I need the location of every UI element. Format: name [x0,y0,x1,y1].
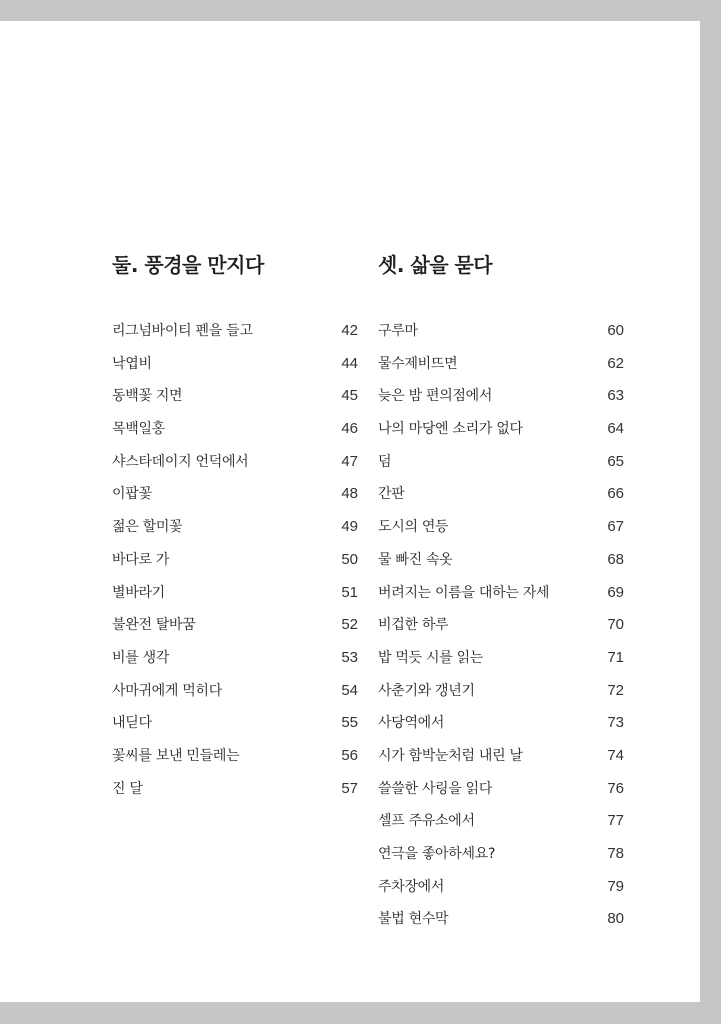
entry-page-number: 80 [607,910,624,928]
entry-title: 덤 [378,453,392,470]
entry-page-number: 48 [341,485,358,503]
entry-page-number: 65 [607,452,624,470]
entry-title: 젊은 할미꽃 [112,519,183,536]
entry-page-number: 44 [341,354,358,372]
toc-entry [112,647,358,680]
toc-entry [112,582,358,615]
entry-page-number: 46 [341,420,358,438]
entry-page-number: 51 [341,583,358,601]
entry-page-number: 76 [607,779,624,797]
toc-entry [112,712,358,745]
entry-title: 사춘기와 갱년기 [378,682,475,699]
toc-entry [112,451,358,484]
entry-title: 이팝꽃 [112,486,152,503]
entry-title: 사당역에서 [378,715,445,732]
entry-title: 진 달 [112,780,143,797]
toc-entry [378,451,624,484]
toc-entry [112,353,358,386]
entry-title: 주차장에서 [378,878,445,895]
entry-title: 비를 생각 [112,649,170,666]
entry-page-number: 68 [607,550,624,568]
entry-page-number: 66 [607,485,624,503]
entry-title: 나의 마당엔 소리가 없다 [378,421,523,438]
toc-entry [378,908,624,941]
entry-page-number: 50 [341,550,358,568]
entry-page-number: 56 [341,746,358,764]
entry-page-number: 52 [341,616,358,634]
toc-entry [112,778,358,811]
entry-title: 물수제비뜨면 [378,355,458,372]
entry-title: 셀프 주유소에서 [378,813,475,830]
section-title: 둘. 풍경을 만지다 [112,253,264,277]
entry-title: 연극을 좋아하세요? [378,846,496,862]
entry-title: 별바라기 [112,584,165,601]
toc-entry [112,614,358,647]
entry-title: 샤스타데이지 언덕에서 [112,453,249,470]
toc-entry [112,680,358,713]
entry-page-number: 74 [607,746,624,764]
toc-entry [378,810,624,843]
entry-title: 불완전 탈바꿈 [112,617,196,634]
entry-page-number: 77 [607,812,624,830]
entry-page-number: 57 [341,779,358,797]
toc-list [378,320,624,941]
book-page [0,21,700,1002]
entry-page-number: 79 [607,877,624,895]
entry-title: 바다로 가 [112,551,170,568]
entry-page-number: 55 [341,714,358,732]
toc-list [112,320,358,810]
entry-title: 목백일홍 [112,421,165,438]
entry-page-number: 69 [607,583,624,601]
entry-title: 쓸쓸한 사링을 읽다 [378,780,493,797]
entry-page-number: 78 [607,845,624,862]
entry-page-number: 45 [341,387,358,405]
entry-title: 비겁한 하루 [378,617,449,634]
toc-entry [378,582,624,615]
toc-entry [378,483,624,516]
toc-entry [112,483,358,516]
entry-title: 간판 [378,486,405,503]
toc-entry [112,549,358,582]
toc-entry [112,385,358,418]
toc-entry [378,778,624,811]
entry-page-number: 47 [341,452,358,470]
entry-title: 내딛다 [112,715,152,732]
section-title: 셋. 삶을 묻다 [378,253,493,277]
entry-title: 늦은 밤 편의점에서 [378,388,493,405]
entry-page-number: 53 [341,648,358,666]
toc-entry [378,320,624,353]
toc-entry [378,843,624,876]
entry-title: 꽃씨를 보낸 민들레는 [112,747,240,764]
toc-entry [112,320,358,353]
toc-entry [378,516,624,549]
toc-entry [378,745,624,778]
toc-entry [378,418,624,451]
toc-entry [378,549,624,582]
entry-title: 낙엽비 [112,355,152,372]
entry-title: 밥 먹듯 시를 읽는 [378,649,484,666]
entry-title: 동백꽃 지면 [112,388,183,405]
entry-page-number: 60 [607,322,624,339]
entry-title: 사마귀에게 먹히다 [112,682,222,699]
entry-page-number: 64 [607,420,624,438]
toc-entry [378,385,624,418]
toc-entry [112,418,358,451]
toc-entry [112,745,358,778]
entry-title: 시가 함박눈처럼 내린 날 [378,747,523,764]
toc-entry [112,516,358,549]
entry-page-number: 71 [607,648,624,666]
toc-entry [378,614,624,647]
entry-page-number: 42 [341,322,358,339]
entry-title: 리그넘바이티 펜을 들고 [112,323,253,339]
entry-title: 물 빠진 속옷 [378,551,453,568]
entry-page-number: 72 [607,681,624,699]
entry-page-number: 63 [607,387,624,405]
toc-entry [378,353,624,386]
toc-entry [378,647,624,680]
entry-page-number: 54 [341,681,358,699]
toc-entry [378,876,624,909]
toc-entry [378,680,624,713]
toc-entry [378,712,624,745]
entry-page-number: 67 [607,518,624,536]
entry-title: 불법 현수막 [378,911,449,928]
entry-page-number: 49 [341,518,358,536]
entry-page-number: 73 [607,714,624,732]
entry-title: 버려지는 이름을 대하는 자세 [378,584,550,601]
entry-page-number: 70 [607,616,624,634]
entry-title: 도시의 연등 [378,519,449,536]
entry-page-number: 62 [607,354,624,372]
entry-title: 구루마 [378,323,418,339]
